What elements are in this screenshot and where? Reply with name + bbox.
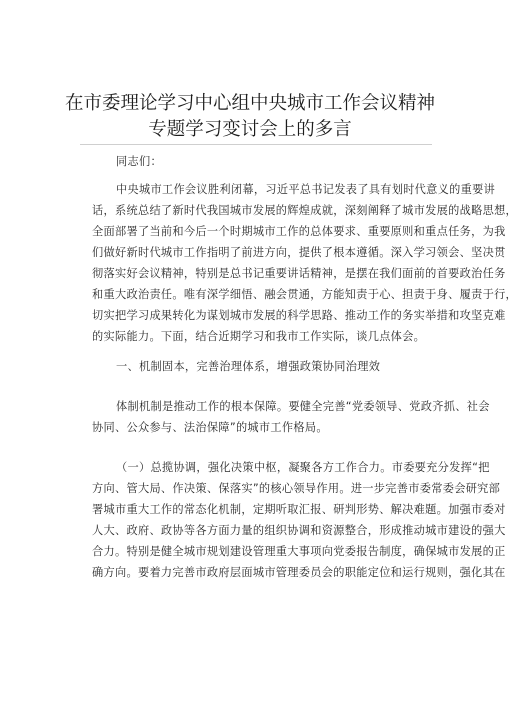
paragraph-3-line-3: 署城市重大工作的常态化机制，定期听取汇报、研判形势、解决难题。加强市委对: [92, 503, 506, 516]
paragraph-1-line-8: 的实际能力。下面，结合近期学习和我市工作实际，谈几点体会。: [92, 330, 426, 343]
paragraph-2-line-1: 体制机制是推动工作的根本保障。要健全完善“党委领导、党政齐抓、社会: [116, 400, 490, 413]
paragraph-1-line-3: 全面部署了当前和今后一个时期城市工作的总体要求、重要原则和重点任务，为我: [92, 225, 506, 238]
document-title-line-1: 在市委理论学习中心组中央城市工作会议精神: [64, 93, 435, 114]
paragraph-3-line-1: （一）总揽协调，强化决策中枢，凝聚各方工作合力。市委要充分发挥“把: [116, 461, 490, 474]
paragraph-1-line-2: 话，系统总结了新时代我国城市发展的辉煌成就，深刻阐释了城市发展的战略思想，: [92, 204, 517, 217]
paragraph-1-line-4: 们做好新时代城市工作指明了前进方向，提供了根本遵循。深入学习领会、坚决贯: [92, 246, 506, 259]
title-divider: [80, 144, 432, 145]
paragraph-3-line-5: 合力。特别是健全城市规划建设管理重大事项向党委报告制度，确保城市发展的正: [92, 545, 506, 558]
paragraph-1-line-7: 切实把学习成果转化为谋划城市发展的科学思路、推动工作的务实举措和攻坚克难: [92, 309, 506, 322]
paragraph-3-line-2: 方向、管大局、作决策、保落实”的核心领导作用。进一步完善市委常委会研究部: [92, 482, 501, 495]
paragraph-3-line-4: 人大、政府、政协等各方面力量的组织协调和资源整合，形成推动城市建设的强大: [92, 524, 506, 537]
paragraph-1-line-5: 彻落实好会议精神，特别是总书记重要讲话精神，是摆在我们面前的首要政治任务: [92, 267, 506, 280]
section-heading-1: 一、机制固本，完善治理体系，增强政策协同治理效: [116, 360, 381, 373]
paragraph-3-line-6: 确方向。要着力完善市政府层面城市管理委员会的职能定位和运行规则，强化其在: [92, 566, 506, 579]
salutation: 同志们：: [116, 155, 162, 168]
paragraph-1-line-6: 和重大政治责任。唯有深学细悟、融会贯通，方能知责于心、担责于身、履责于行，: [92, 288, 517, 301]
document-title-line-2: 专题学习变讨会上的多言: [148, 119, 352, 140]
paragraph-2-line-2: 协同、公众参与、法治保障”的城市工作格局。: [92, 421, 328, 434]
paragraph-1-line-1: 中央城市工作会议胜利闭幕，习近平总书记发表了具有划时代意义的重要讲: [116, 183, 496, 196]
